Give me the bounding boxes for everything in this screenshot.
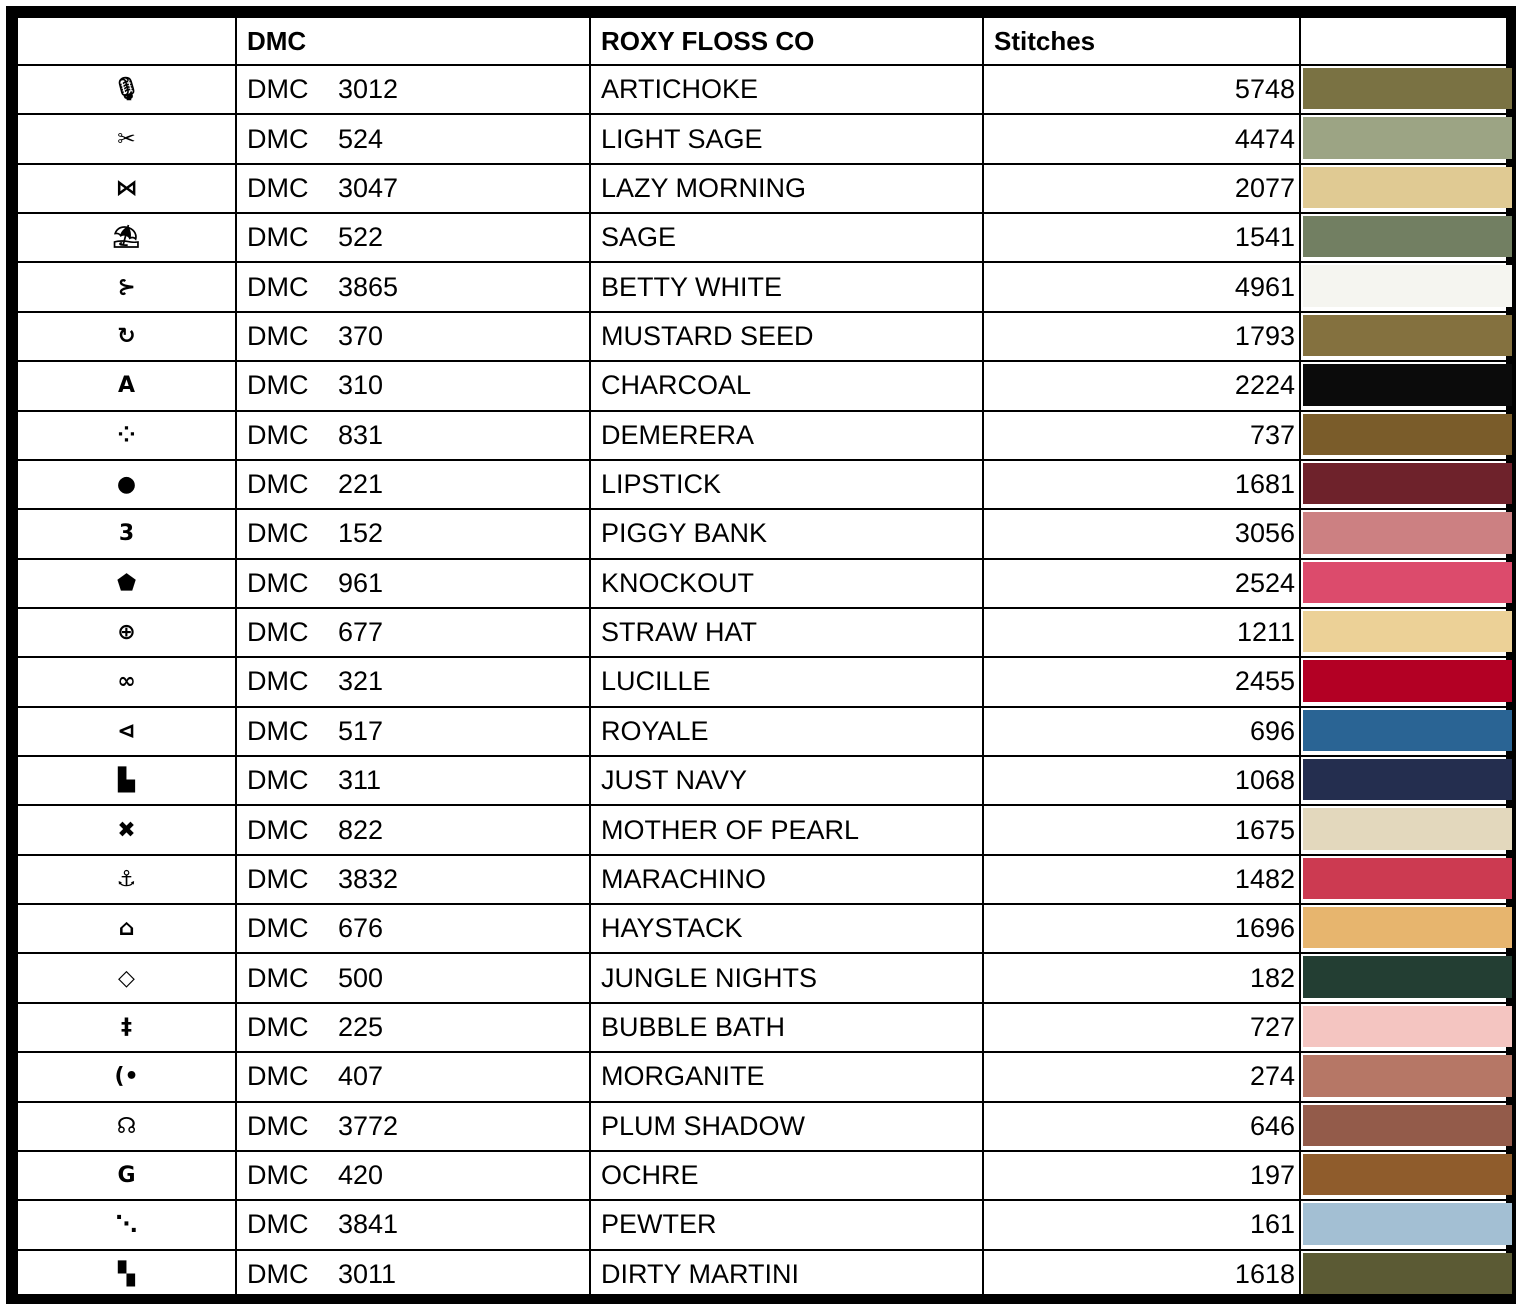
table-row (17, 1003, 1513, 1052)
color-swatch (1303, 1055, 1512, 1096)
stitch-count: 5748 (983, 65, 1300, 114)
floss-name: HAYSTACK (590, 904, 983, 953)
color-swatch (1303, 808, 1512, 849)
circled-cross-icon: ⊕ (17, 608, 236, 657)
stitch-count: 1696 (983, 904, 1300, 953)
color-swatch (1303, 216, 1512, 257)
floss-name: LIPSTICK (590, 460, 983, 509)
dmc-cell (236, 213, 590, 262)
dmc-brand: DMC (247, 172, 309, 203)
color-swatch-cell (1300, 608, 1513, 657)
dmc-brand: DMC (247, 962, 309, 993)
dmc-cell (236, 460, 590, 509)
color-swatch-cell (1300, 657, 1513, 706)
dots-diagonal-icon: ⁘ (17, 411, 236, 460)
dmc-brand: DMC (247, 567, 309, 598)
microphone-icon: 🎙 (17, 65, 236, 114)
table-row (17, 1151, 1513, 1200)
floss-name: LUCILLE (590, 657, 983, 706)
dmc-cell (236, 1003, 590, 1052)
floss-name: JUNGLE NIGHTS (590, 953, 983, 1002)
color-swatch-cell (1300, 65, 1513, 114)
letter-a-icon: A (17, 361, 236, 410)
stitch-count: 2455 (983, 657, 1300, 706)
floss-name: MARACHINO (590, 855, 983, 904)
color-swatch (1303, 858, 1512, 899)
dmc-code: 3012 (338, 74, 399, 105)
gourd-icon: ● (17, 460, 236, 509)
dmc-cell (236, 904, 590, 953)
color-swatch-cell (1300, 361, 1513, 410)
floss-name: MORGANITE (590, 1052, 983, 1101)
dmc-code: 221 (338, 469, 384, 500)
table-row (17, 262, 1513, 311)
numeral-three-icon: 3 (17, 509, 236, 558)
dmc-code: 152 (338, 518, 384, 549)
color-swatch (1303, 265, 1512, 306)
cross-x-icon: ✖ (17, 805, 236, 854)
dmc-cell (236, 65, 590, 114)
stitch-count: 161 (983, 1200, 1300, 1249)
dmc-brand: DMC (247, 320, 309, 351)
dmc-cell (236, 855, 590, 904)
dmc-brand: DMC (247, 1012, 309, 1042)
table-row (17, 953, 1513, 1002)
umbrella-icon: ⛱ (17, 213, 236, 262)
dmc-cell (236, 953, 590, 1002)
step-block-icon: ▙ (17, 756, 236, 805)
color-swatch (1303, 1203, 1512, 1244)
table-row (17, 312, 1513, 361)
floss-name: CHARCOAL (590, 361, 983, 410)
dmc-cell (236, 559, 590, 608)
header-row (17, 17, 1513, 65)
dmc-cell (236, 756, 590, 805)
dmc-code: 3865 (338, 271, 399, 302)
dmc-cell (236, 707, 590, 756)
stitch-count: 1482 (983, 855, 1300, 904)
dmc-code: 3772 (338, 1110, 399, 1141)
color-swatch-cell (1300, 1250, 1513, 1299)
checker-blocks-icon: ▚ (17, 1250, 236, 1299)
dmc-code: 961 (338, 567, 384, 598)
dmc-brand: DMC (247, 617, 309, 648)
bowtie-icon: ⋈ (17, 164, 236, 213)
floss-name: BETTY WHITE (590, 262, 983, 311)
color-swatch-cell (1300, 805, 1513, 854)
table-row (17, 904, 1513, 953)
diamond-icon: ◇ (17, 953, 236, 1002)
color-swatch-cell (1300, 262, 1513, 311)
color-swatch-cell (1300, 1151, 1513, 1200)
floss-name: LAZY MORNING (590, 164, 983, 213)
color-swatch-cell (1300, 312, 1513, 361)
table-row (17, 509, 1513, 558)
color-swatch-cell (1300, 855, 1513, 904)
table-row (17, 855, 1513, 904)
floss-name: JUST NAVY (590, 756, 983, 805)
floss-name: DEMERERA (590, 411, 983, 460)
dmc-code: 677 (338, 617, 384, 648)
color-swatch (1303, 117, 1512, 158)
headphones-icon: ☊ (17, 1102, 236, 1151)
floss-table (16, 16, 1514, 1300)
table-row (17, 114, 1513, 163)
floss-name: ARTICHOKE (590, 65, 983, 114)
dmc-code: 500 (338, 962, 384, 993)
dmc-code: 420 (338, 1160, 384, 1191)
floss-name: ROYALE (590, 707, 983, 756)
dmc-brand: DMC (247, 518, 309, 549)
stitch-count: 1541 (983, 213, 1300, 262)
color-swatch-cell (1300, 1052, 1513, 1101)
signal-dot-icon: (• (17, 1052, 236, 1101)
dmc-cell (236, 312, 590, 361)
pentagon-icon: ⬟ (17, 559, 236, 608)
header-color (1300, 17, 1513, 65)
dmc-code: 831 (338, 419, 384, 450)
letter-g-icon: G (17, 1151, 236, 1200)
color-swatch-cell (1300, 707, 1513, 756)
stitch-count: 197 (983, 1151, 1300, 1200)
floss-chart-frame (6, 6, 1516, 1304)
stitch-count: 2077 (983, 164, 1300, 213)
stitch-count: 182 (983, 953, 1300, 1002)
dmc-brand: DMC (247, 222, 309, 253)
color-swatch-cell (1300, 509, 1513, 558)
dmc-code: 310 (338, 370, 384, 401)
color-swatch (1303, 1105, 1512, 1146)
table-row (17, 608, 1513, 657)
color-swatch (1303, 611, 1512, 652)
color-swatch (1303, 956, 1512, 997)
dmc-code: 522 (338, 222, 384, 253)
dots-descending-icon: ⋱ (17, 1200, 236, 1249)
left-bar-icon: ⊲ (17, 707, 236, 756)
dmc-cell (236, 361, 590, 410)
house-icon: ⌂ (17, 904, 236, 953)
color-swatch (1303, 562, 1512, 603)
stitch-count: 1793 (983, 312, 1300, 361)
color-swatch-cell (1300, 1200, 1513, 1249)
stitch-count: 1681 (983, 460, 1300, 509)
color-swatch (1303, 364, 1512, 405)
dmc-code: 517 (338, 715, 384, 746)
color-swatch-cell (1300, 1003, 1513, 1052)
dmc-brand: DMC (247, 1160, 309, 1191)
dmc-cell (236, 164, 590, 213)
table-row (17, 1052, 1513, 1101)
stitch-count: 646 (983, 1102, 1300, 1151)
dmc-brand: DMC (247, 1209, 309, 1240)
mask-icon: ∞ (17, 657, 236, 706)
dmc-code: 524 (338, 123, 384, 154)
color-swatch (1303, 1154, 1512, 1195)
floss-name: BUBBLE BATH (590, 1003, 983, 1052)
table-row (17, 361, 1513, 410)
dmc-code: 3047 (338, 172, 399, 203)
dmc-code: 3832 (338, 863, 399, 894)
dmc-brand: DMC (247, 271, 309, 302)
dmc-cell (236, 1250, 590, 1299)
dmc-cell (236, 1151, 590, 1200)
stitch-count: 1211 (983, 608, 1300, 657)
dmc-brand: DMC (247, 666, 309, 697)
color-swatch-cell (1300, 559, 1513, 608)
anchor-icon: ⚓ (17, 855, 236, 904)
header-symbol (17, 17, 236, 65)
dmc-code: 676 (338, 913, 384, 944)
stitch-count: 4961 (983, 262, 1300, 311)
floss-name: STRAW HAT (590, 608, 983, 657)
dmc-brand: DMC (247, 123, 309, 154)
stitch-count: 1068 (983, 756, 1300, 805)
color-swatch (1303, 512, 1512, 553)
color-swatch (1303, 907, 1512, 948)
stitch-count: 4474 (983, 114, 1300, 163)
color-swatch (1303, 759, 1512, 800)
floss-name: PIGGY BANK (590, 509, 983, 558)
floss-name: MUSTARD SEED (590, 312, 983, 361)
scissors-icon: ✂ (17, 114, 236, 163)
floss-name: KNOCKOUT (590, 559, 983, 608)
dmc-cell (236, 805, 590, 854)
dmc-cell (236, 1052, 590, 1101)
stitch-count: 2524 (983, 559, 1300, 608)
dmc-cell (236, 262, 590, 311)
dmc-code: 311 (338, 765, 382, 796)
stitch-count: 2224 (983, 361, 1300, 410)
table-row (17, 213, 1513, 262)
color-swatch (1303, 1253, 1512, 1294)
color-swatch-cell (1300, 904, 1513, 953)
dmc-code: 321 (338, 666, 384, 697)
dmc-code: 225 (338, 1012, 384, 1042)
hook-icon: ⊱ (17, 262, 236, 311)
dmc-code: 370 (338, 320, 384, 351)
dmc-brand: DMC (247, 863, 309, 894)
color-swatch (1303, 1006, 1512, 1047)
dmc-brand: DMC (247, 715, 309, 746)
color-swatch-cell (1300, 953, 1513, 1002)
color-swatch-cell (1300, 756, 1513, 805)
floss-name: SAGE (590, 213, 983, 262)
color-swatch-cell (1300, 411, 1513, 460)
dmc-cell (236, 1102, 590, 1151)
table-row (17, 411, 1513, 460)
color-swatch (1303, 660, 1512, 701)
stitch-count: 727 (983, 1003, 1300, 1052)
color-swatch-cell (1300, 1102, 1513, 1151)
dmc-cell (236, 1200, 590, 1249)
table-row (17, 805, 1513, 854)
dmc-brand: DMC (247, 419, 309, 450)
header-dmc: DMC (236, 17, 590, 65)
table-row (17, 65, 1513, 114)
floss-name: OCHRE (590, 1151, 983, 1200)
floss-name: PLUM SHADOW (590, 1102, 983, 1151)
floss-name: DIRTY MARTINI (590, 1250, 983, 1299)
floss-name: LIGHT SAGE (590, 114, 983, 163)
rotate-icon: ↻ (17, 312, 236, 361)
dmc-brand: DMC (247, 913, 309, 944)
dmc-brand: DMC (247, 1061, 309, 1092)
stitch-count: 696 (983, 707, 1300, 756)
stitch-count: 1675 (983, 805, 1300, 854)
color-swatch-cell (1300, 164, 1513, 213)
dmc-brand: DMC (247, 469, 309, 500)
table-row (17, 1250, 1513, 1299)
table-row (17, 559, 1513, 608)
dmc-code: 3011 (338, 1258, 397, 1289)
dmc-cell (236, 657, 590, 706)
header-roxy: ROXY FLOSS CO (590, 17, 983, 65)
color-swatch (1303, 463, 1512, 504)
color-swatch (1303, 710, 1512, 751)
color-swatch (1303, 68, 1512, 109)
floss-name: MOTHER OF PEARL (590, 805, 983, 854)
dmc-brand: DMC (247, 74, 309, 105)
dmc-cell (236, 509, 590, 558)
dmc-brand: DMC (247, 1258, 309, 1289)
color-swatch-cell (1300, 114, 1513, 163)
stitch-count: 3056 (983, 509, 1300, 558)
floss-name: PEWTER (590, 1200, 983, 1249)
table-row (17, 1200, 1513, 1249)
stitch-count: 1618 (983, 1250, 1300, 1299)
dmc-cell (236, 114, 590, 163)
stitch-count: 737 (983, 411, 1300, 460)
stitch-count: 274 (983, 1052, 1300, 1101)
table-row (17, 1102, 1513, 1151)
dmc-brand: DMC (247, 370, 309, 401)
dmc-cell (236, 411, 590, 460)
dmc-code: 3841 (338, 1209, 399, 1240)
header-stitches: Stitches (983, 17, 1300, 65)
dmc-code: 407 (338, 1061, 384, 1092)
dmc-cell (236, 608, 590, 657)
table-row (17, 707, 1513, 756)
color-swatch (1303, 414, 1512, 455)
dmc-brand: DMC (247, 1110, 309, 1141)
double-dagger-icon: ‡ (17, 1003, 236, 1052)
table-row (17, 460, 1513, 509)
color-swatch (1303, 167, 1512, 208)
table-row (17, 756, 1513, 805)
color-swatch-cell (1300, 460, 1513, 509)
dmc-brand: DMC (247, 765, 309, 796)
color-swatch-cell (1300, 213, 1513, 262)
color-swatch (1303, 315, 1512, 356)
dmc-code: 822 (338, 814, 384, 845)
dmc-brand: DMC (247, 814, 309, 845)
table-row (17, 164, 1513, 213)
table-row (17, 657, 1513, 706)
